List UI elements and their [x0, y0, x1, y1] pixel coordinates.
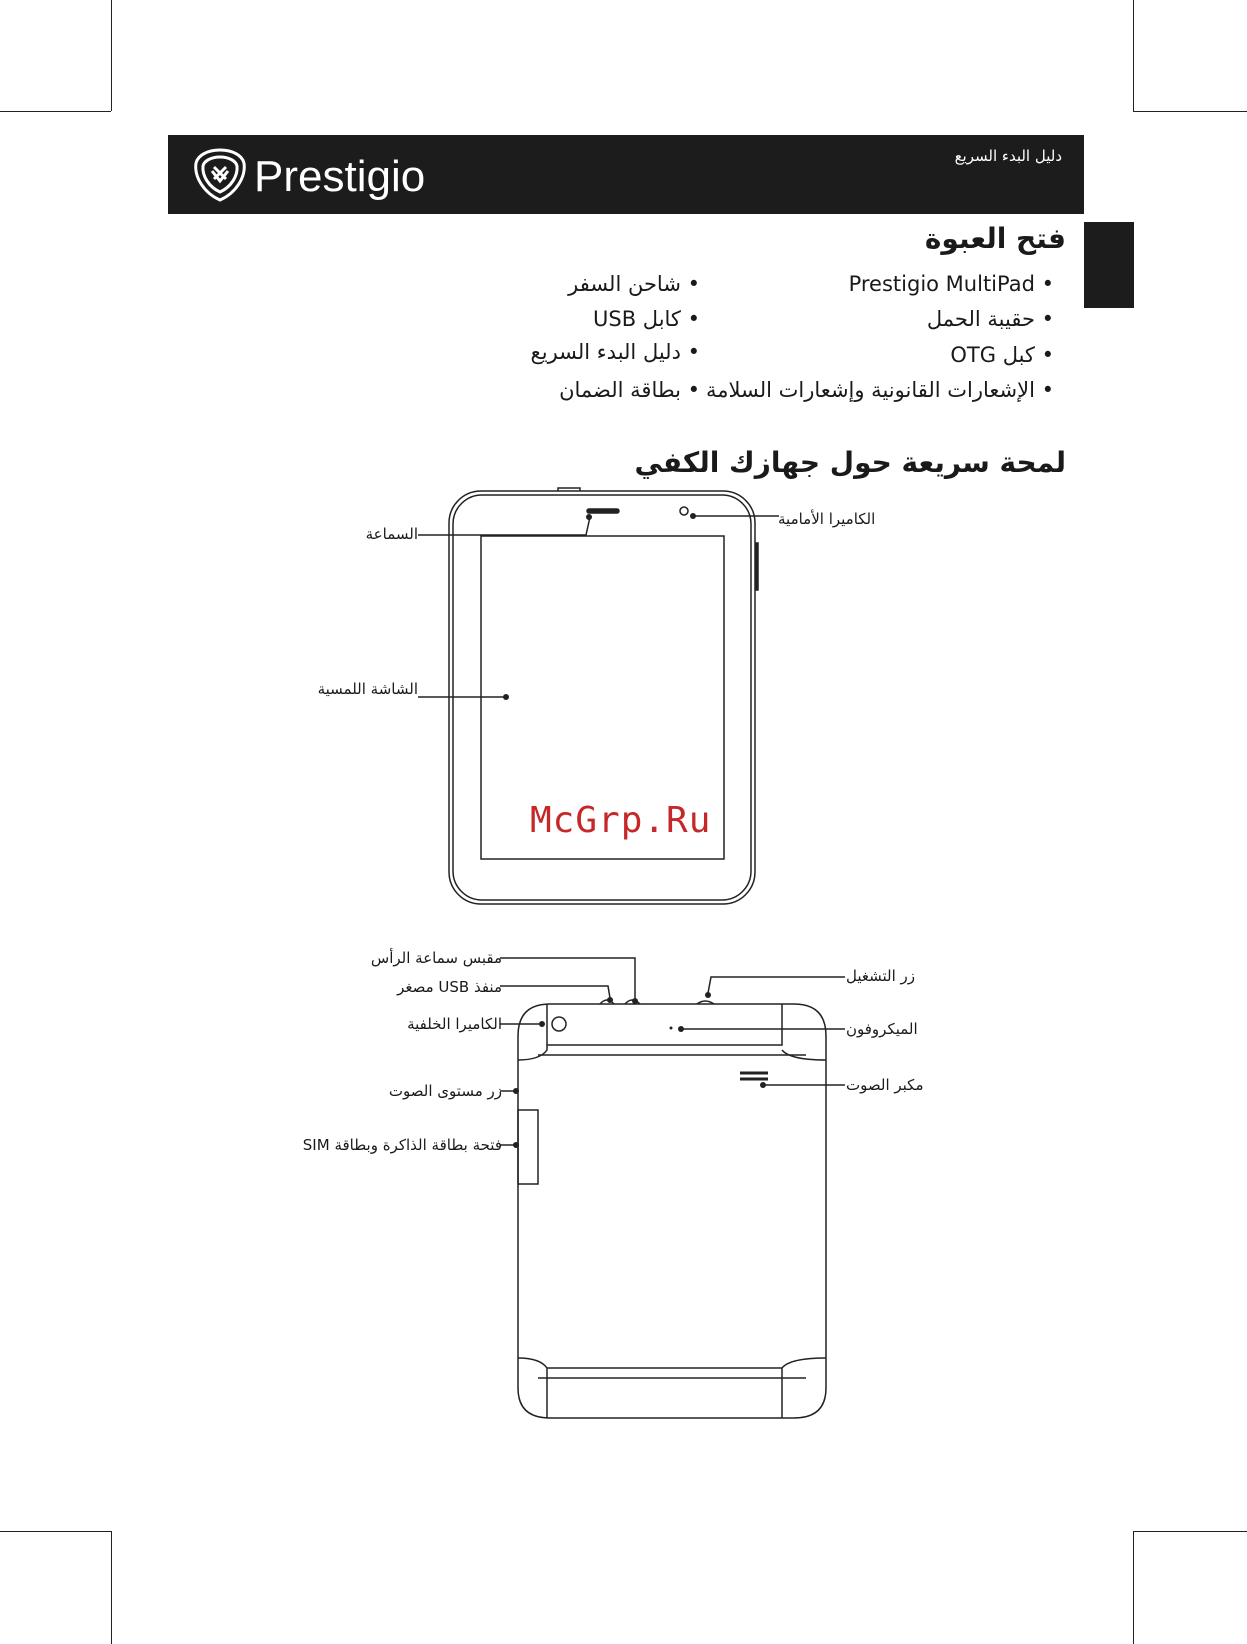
- headphone-jack-bump: [600, 1000, 614, 1004]
- card-slot-cover: [518, 1110, 538, 1184]
- usb-port-label: منفذ USB مصغر: [397, 978, 502, 996]
- back-upper-panel: [518, 1004, 826, 1060]
- power-button-dot: [705, 992, 711, 998]
- rear-camera-label: الكاميرا الخلفية: [407, 1015, 502, 1033]
- brand-wordmark: Prestigio: [254, 152, 426, 201]
- headphone-jack-dot: [632, 998, 638, 1004]
- speaker-label: مكبر الصوت: [846, 1076, 924, 1094]
- crop-mark-top-left-h: [0, 111, 111, 112]
- crop-mark-top-right-h: [1133, 111, 1247, 112]
- power-button-leader: [708, 977, 845, 993]
- speaker-dot: [760, 1082, 766, 1088]
- package-item-warranty-card: • بطاقة الضمان: [559, 378, 700, 402]
- usb-port-leader: [500, 986, 610, 998]
- volume-button-label: زر مستوى الصوت: [388, 1082, 502, 1100]
- touch-screen-label: الشاشة اللمسية: [317, 680, 418, 698]
- shield-icon: [196, 150, 245, 200]
- package-item-charger: • شاحن السفر: [568, 272, 700, 296]
- earpiece-label: السماعة: [365, 525, 418, 543]
- package-title: فتح العبوة: [924, 222, 1066, 255]
- front-side-button: [755, 543, 758, 590]
- crop-mark-bottom-left-v: [111, 1531, 112, 1644]
- usb-port-bump: [625, 1000, 640, 1004]
- guide-label: دليل البدء السريع: [954, 147, 1062, 165]
- package-item-usb-cable: • كابل USB: [593, 307, 700, 331]
- power-button-bump: [697, 1001, 714, 1004]
- earpiece-dot: [586, 514, 592, 520]
- headphone-jack-label: مقبس سماعة الرأس: [370, 949, 502, 967]
- crop-mark-bottom-right-v: [1133, 1531, 1134, 1644]
- package-item-quick-guide: • دليل البدء السريع: [530, 340, 700, 364]
- front-camera-lens: [680, 507, 688, 515]
- crop-mark-bottom-right-h: [1133, 1531, 1247, 1532]
- earpiece-slot: [587, 509, 619, 513]
- touch-screen-dot: [503, 694, 509, 700]
- card-slot-dot: [513, 1142, 519, 1148]
- crop-mark-top-right-v: [1133, 0, 1134, 111]
- back-band-bottom: [518, 1358, 826, 1418]
- package-item-case: • حقيبة الحمل: [926, 307, 1054, 331]
- prestigio-logo: [190, 145, 490, 205]
- volume-button-dot: [513, 1088, 519, 1094]
- overview-title: لمحة سريعة حول جهازك الكفي: [634, 446, 1066, 479]
- rear-camera-lens: [552, 1017, 566, 1031]
- front-device-outline: [449, 491, 755, 904]
- front-camera-label: الكاميرا الأمامية: [778, 510, 876, 528]
- package-item-otg-cable: • كبل OTG: [950, 343, 1054, 367]
- microphone-label: الميكروفون: [846, 1020, 918, 1038]
- microphone-hole: [670, 1027, 673, 1030]
- card-slot-label: فتحة بطاقة الذاكرة وبطاقة SIM: [302, 1136, 502, 1154]
- front-camera-dot: [690, 513, 696, 519]
- rear-camera-dot: [539, 1021, 545, 1027]
- headphone-jack-leader: [500, 958, 635, 998]
- microphone-dot: [678, 1026, 684, 1032]
- crop-mark-bottom-left-h: [0, 1531, 111, 1532]
- power-button-label: زر التشغيل: [846, 967, 916, 985]
- header-bar: [168, 135, 1084, 214]
- package-item-legal-notices: • الإشعارات القانونية وإشعارات السلامة: [705, 378, 1054, 402]
- side-tab: [1084, 222, 1134, 308]
- package-item-tablet: • Prestigio MultiPad: [848, 272, 1054, 296]
- crop-mark-top-left-v: [111, 0, 112, 111]
- usb-port-dot: [607, 997, 613, 1003]
- earpiece-leader: [418, 517, 590, 535]
- watermark: McGrp.Ru: [530, 800, 712, 841]
- back-device-outline: [518, 1004, 826, 1418]
- front-top-button: [558, 488, 580, 491]
